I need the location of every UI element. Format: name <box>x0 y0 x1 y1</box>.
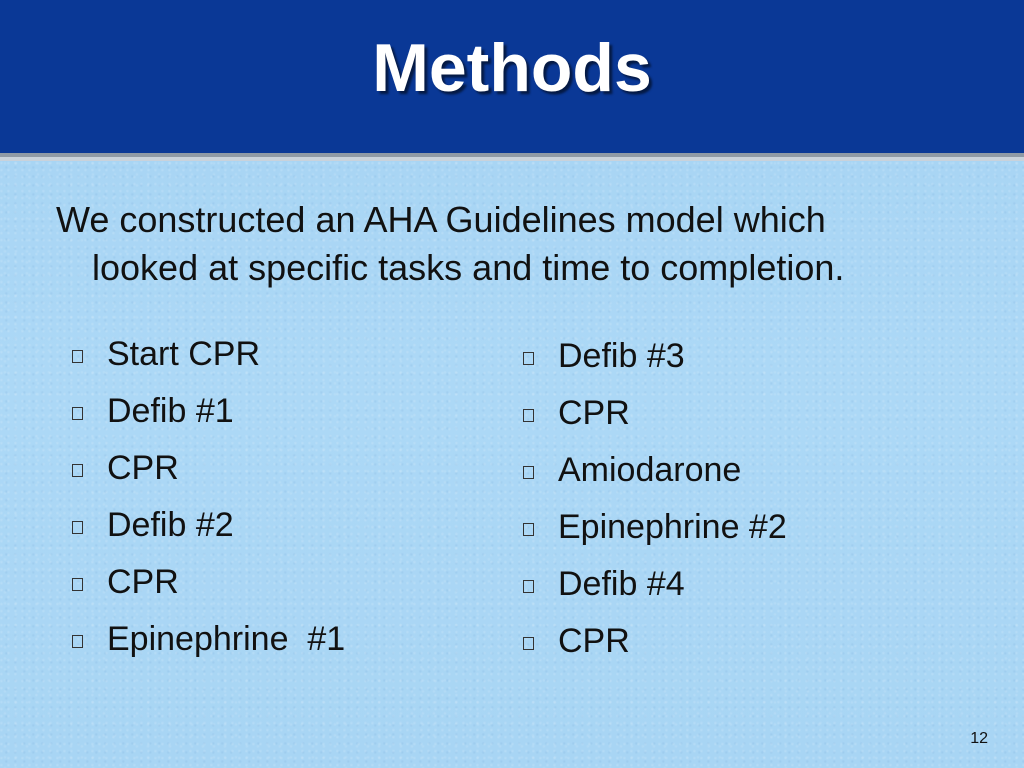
square-bullet-icon <box>72 521 83 534</box>
intro-line-2: looked at specific tasks and time to completion. <box>92 247 845 288</box>
list-item <box>72 611 345 668</box>
list-item <box>523 556 787 613</box>
list-item-label: CPR <box>107 449 179 487</box>
square-bullet-icon <box>72 578 83 591</box>
intro-paragraph <box>56 196 956 292</box>
list-item <box>72 383 345 440</box>
square-bullet-icon <box>72 635 83 648</box>
slide-title: Methods <box>372 30 652 106</box>
list-item-label: Start CPR <box>107 335 261 373</box>
square-bullet-icon <box>72 407 83 420</box>
list-item-label: Defib #2 <box>107 506 234 544</box>
list-item <box>72 326 345 383</box>
list-item-label: Amiodarone <box>558 451 742 489</box>
list-item <box>72 554 345 611</box>
intro-line-1: We constructed an AHA Guidelines model which <box>56 199 826 240</box>
square-bullet-icon <box>72 464 83 477</box>
list-item-label: CPR <box>558 622 630 660</box>
square-bullet-icon <box>523 637 534 650</box>
list-item <box>523 442 787 499</box>
list-item <box>523 328 787 385</box>
list-item <box>523 385 787 442</box>
square-bullet-icon <box>523 352 534 365</box>
list-item-label: Defib #1 <box>107 392 234 430</box>
list-item <box>523 499 787 556</box>
list-item-label: Epinephrine #1 <box>107 620 346 658</box>
left-bullet-list <box>72 326 345 668</box>
square-bullet-icon <box>523 580 534 593</box>
page-number: 12 <box>970 730 988 747</box>
list-item-label: Epinephrine #2 <box>558 508 787 546</box>
list-item-label: Defib #4 <box>558 565 685 603</box>
list-item-label: CPR <box>558 394 630 432</box>
square-bullet-icon <box>523 523 534 536</box>
title-bar <box>0 0 1024 157</box>
right-bullet-list <box>523 328 787 670</box>
list-item <box>72 440 345 497</box>
square-bullet-icon <box>523 409 534 422</box>
list-item-label: CPR <box>107 563 179 601</box>
list-item <box>72 497 345 554</box>
square-bullet-icon <box>72 350 83 363</box>
list-item <box>523 613 787 670</box>
square-bullet-icon <box>523 466 534 479</box>
list-item-label: Defib #3 <box>558 337 685 375</box>
